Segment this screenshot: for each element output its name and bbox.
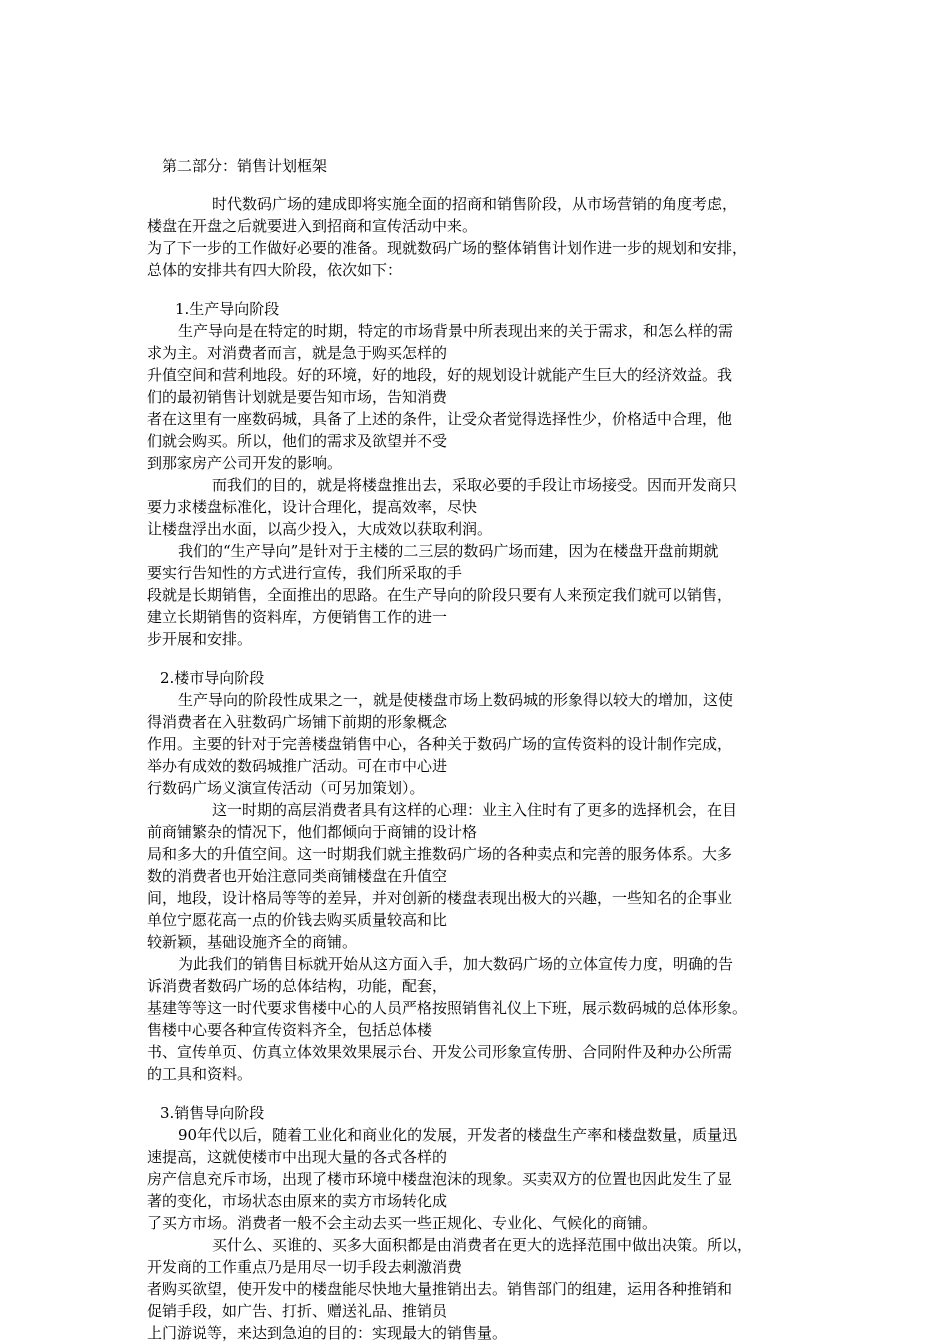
paragraph-line: 诉消费者数码广场的总体结构，功能，配套，	[147, 977, 448, 995]
section-heading: 1.生产导向阶段	[175, 300, 280, 318]
section-heading: 2.楼市导向阶段	[160, 669, 265, 687]
paragraph-line: 我们的“生产导向”是针对于主楼的二三层的数码广场而建，因为在楼盘开盘前期就	[178, 542, 719, 560]
paragraph-line: 而我们的目的，就是将楼盘推出去，采取必要的手段让市场接受。因而开发商只	[212, 476, 738, 494]
paragraph-line: 升值空间和营利地段。好的环境，好的地段，好的规划设计就能产生巨大的经济效益。我	[147, 366, 733, 384]
paragraph-line: 单位宁愿花高一点的价钱去购买质量较高和比	[147, 911, 448, 929]
paragraph-line: 90年代以后，随着工业化和商业化的发展，开发者的楼盘生产率和楼盘数量，质量迅	[178, 1126, 738, 1144]
paragraph-line: 得消费者在入驻数码广场铺下前期的形象概念	[147, 713, 448, 731]
paragraph-line: 著的变化，市场状态由原来的卖方市场转化成	[147, 1192, 448, 1210]
paragraph-line: 到那家房产公司开发的影响。	[147, 454, 343, 472]
section-heading: 3.销售导向阶段	[160, 1104, 265, 1122]
paragraph-line: 总体的安排共有四大阶段，依次如下：	[147, 261, 403, 279]
paragraph-line: 建立长期销售的资料库，方便销售工作的进一	[147, 608, 448, 626]
paragraph-line: 房产信息充斥市场，出现了楼市环境中楼盘泡沫的现象。买卖双方的位置也因此发生了显	[147, 1170, 733, 1188]
paragraph-line: 为了下一步的工作做好必要的准备。现就数码广场的整体销售计划作进一步的规划和安排，	[147, 239, 748, 257]
paragraph-line: 局和多大的升值空间。这一时期我们就主推数码广场的各种卖点和完善的服务体系。大多	[147, 845, 733, 863]
paragraph-line: 基建等等这一时代要求售楼中心的人员严格按照销售礼仪上下班，展示数码城的总体形象。	[147, 999, 748, 1017]
paragraph-line: 生产导向的阶段性成果之一，就是使楼盘市场上数码城的形象得以较大的增加，这使	[178, 691, 734, 709]
section-title: 第二部分：销售计划框架	[162, 157, 328, 175]
paragraph-line: 的工具和资料。	[147, 1065, 253, 1083]
paragraph-line: 让楼盘浮出水面，以高少投入，大成效以获取利润。	[147, 520, 493, 538]
paragraph-line: 买什么、买谁的、买多大面积都是由消费者在更大的选择范围中做出决策。所以，	[212, 1236, 753, 1254]
paragraph-line: 楼盘在开盘之后就要进入到招商和宣传活动中来。	[147, 217, 478, 235]
paragraph-line: 前商铺繁杂的情况下，他们都倾向于商铺的设计格	[147, 823, 478, 841]
paragraph-line: 时代数码广场的建成即将实施全面的招商和销售阶段，从市场营销的角度考虑，	[212, 195, 738, 213]
paragraph-line: 售楼中心要各种宣传资料齐全，包括总体楼	[147, 1021, 433, 1039]
paragraph-line: 这一时期的高层消费者具有这样的心理：业主入住时有了更多的选择机会，在目	[212, 801, 738, 819]
paragraph-line: 生产导向是在特定的时期，特定的市场背景中所表现出来的关于需求，和怎么样的需	[178, 322, 734, 340]
paragraph-line: 段就是长期销售，全面推出的思路。在生产导向的阶段只要有人来预定我们就可以销售，	[147, 586, 733, 604]
paragraph-line: 促销手段，如广告、打折、赠送礼品、推销员	[147, 1302, 448, 1320]
paragraph-line: 求为主。对消费者而言，就是急于购买怎样的	[147, 344, 448, 362]
paragraph-line: 速提高，这就使楼市中出现大量的各式各样的	[147, 1148, 448, 1166]
paragraph-line: 行数码广场义演宣传活动（可另加策划）。	[147, 779, 425, 797]
paragraph-line: 数的消费者也开始注意同类商铺楼盘在升值空	[147, 867, 448, 885]
paragraph-line: 步开展和安排。	[147, 630, 253, 648]
paragraph-line: 要实行告知性的方式进行宣传，我们所采取的手	[147, 564, 463, 582]
paragraph-line: 们的最初销售计划就是要告知市场，告知消费	[147, 388, 448, 406]
paragraph-line: 上门游说等，来达到急迫的目的：实现最大的销售量。	[147, 1324, 508, 1342]
paragraph-line: 者在这里有一座数码城，具备了上述的条件，让受众者觉得选择性少，价格适中合理，他	[147, 410, 733, 428]
paragraph-line: 者购买欲望，使开发中的楼盘能尽快地大量推销出去。销售部门的组建，运用各种推销和	[147, 1280, 733, 1298]
paragraph-line: 书、宣传单页、仿真立体效果效果展示台、开发公司形象宣传册、合同附件及种办公所需	[147, 1043, 733, 1061]
paragraph-line: 作用。主要的针对于完善楼盘销售中心，各种关于数码广场的宣传资料的设计制作完成，	[147, 735, 733, 753]
paragraph-line: 举办有成效的数码城推广活动。可在市中心进	[147, 757, 448, 775]
paragraph-line: 要力求楼盘标准化，设计合理化，提高效率，尽快	[147, 498, 478, 516]
paragraph-line: 间，地段，设计格局等等的差异，并对创新的楼盘表现出极大的兴趣，一些知名的企事业	[147, 889, 733, 907]
paragraph-line: 较新颖，基础设施齐全的商铺。	[147, 933, 358, 951]
paragraph-line: 为此我们的销售目标就开始从这方面入手，加大数码广场的立体宣传力度，明确的告	[178, 955, 734, 973]
paragraph-line: 们就会购买。所以，他们的需求及欲望并不受	[147, 432, 448, 450]
paragraph-line: 开发商的工作重点乃是用尽一切手段去刺激消费	[147, 1258, 463, 1276]
paragraph-line: 了买方市场。消费者一般不会主动去买一些正规化、专业化、气候化的商铺。	[147, 1214, 658, 1232]
